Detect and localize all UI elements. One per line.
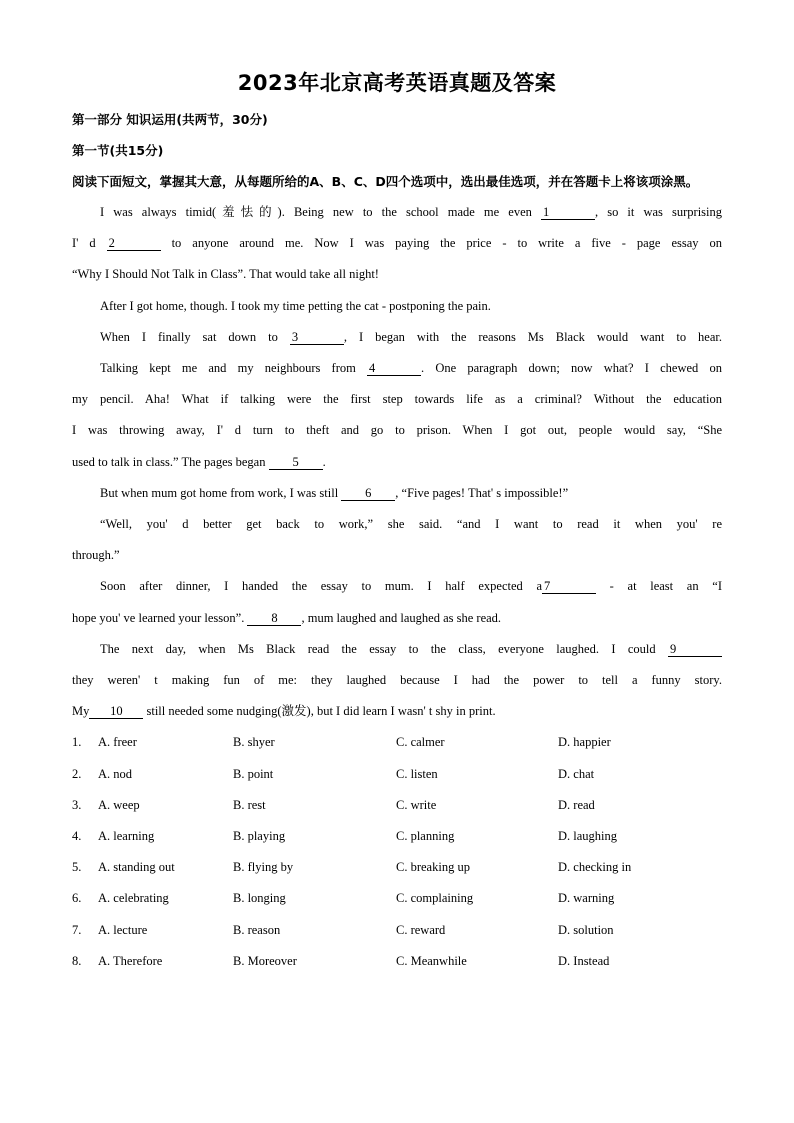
passage-text: But when mum got home from work, I was still	[100, 485, 342, 500]
answer-blank: 5	[269, 456, 323, 470]
passage-line	[72, 478, 722, 509]
passage-line	[72, 322, 722, 353]
answer-option: A. standing out	[98, 860, 175, 875]
passage-line	[72, 197, 722, 228]
passage-text: My	[72, 704, 90, 719]
answer-blank: 10	[89, 705, 143, 719]
passage-text: to anyone around me. Now I was paying the price - to write a five - page essay on	[160, 236, 722, 251]
question-row	[72, 821, 722, 852]
passage-text: hope you' ve learned your lesson”.	[72, 610, 248, 625]
passage-text: Talking kept me and my neighbours from	[100, 361, 368, 376]
answer-option: A. celebrating	[98, 891, 169, 906]
passage-line	[72, 291, 722, 322]
answer-option: A. nod	[98, 766, 133, 781]
passage-line	[72, 228, 722, 259]
question-number: 2.	[72, 766, 82, 781]
question-row	[72, 759, 722, 790]
question-row	[72, 883, 722, 914]
answer-option: C. listen	[396, 766, 438, 781]
answer-option: A. learning	[98, 829, 155, 844]
question-row	[72, 946, 722, 977]
passage-text: “Why I Should Not Talk in Class”. That would take all night!	[72, 267, 379, 282]
answer-option: D. read	[558, 797, 595, 812]
passage-text: still needed some nudging(激发), but I did learn I wasn' t shy in print.	[143, 704, 496, 719]
answer-option: D. laughing	[558, 829, 618, 844]
answer-option: C. calmer	[396, 735, 445, 750]
question-row	[72, 727, 722, 758]
passage-line	[72, 571, 722, 602]
question-number: 5.	[72, 860, 82, 875]
passage-text: used to talk in class.” The pages began	[72, 454, 269, 469]
answer-option: A. freer	[98, 735, 137, 750]
cloze-passage	[72, 197, 722, 727]
answer-option: C. write	[396, 797, 437, 812]
answer-option: D. Instead	[558, 953, 610, 968]
question-number: 6.	[72, 891, 82, 906]
passage-line	[72, 603, 722, 634]
passage-text: The next day, when Ms Black read the essay to the class, everyone laughed. I could	[100, 641, 668, 656]
answer-option: A. Therefore	[98, 953, 163, 968]
passage-text: my pencil. Aha! What if talking were the first step towards life as a criminal? Without the education	[72, 392, 722, 407]
passage-text: , so it was surprising	[594, 205, 723, 219]
answer-blank: 1	[541, 206, 595, 220]
passage-text: , “Five pages! That' s impossible!”	[395, 485, 569, 500]
answer-option: B. rest	[233, 797, 266, 812]
answer-blank: 6	[341, 487, 395, 501]
answer-blank: 4	[367, 362, 421, 376]
answer-option: D. chat	[558, 766, 595, 781]
passage-text: they weren' t making fun of me: they laughed because I had the power to tell a funny story.	[72, 673, 722, 688]
answer-blank: 7	[542, 580, 596, 594]
answer-blank: 3	[290, 331, 344, 345]
question-row	[72, 790, 722, 821]
answer-blank: 8	[247, 612, 301, 626]
passage-line	[72, 665, 722, 696]
answer-option: B. Moreover	[233, 953, 297, 968]
answer-option: D. solution	[558, 922, 614, 937]
passage-text: Soon after dinner, I handed the essay to mum. I half expected a	[100, 579, 542, 594]
answer-option: A. weep	[98, 797, 140, 812]
passage-text: After I got home, though. I took my time petting the cat - postponing the pain.	[100, 298, 491, 313]
question-options	[72, 727, 722, 977]
part-heading: 第一部分 知识运用(共两节，30分)	[72, 112, 268, 127]
passage-line	[72, 540, 722, 571]
passage-text: . One paragraph down; now what? I chewed on	[421, 361, 722, 376]
question-number: 8.	[72, 953, 82, 968]
passage-line	[72, 384, 722, 415]
passage-text: When I finally sat down to	[100, 329, 290, 344]
answer-blank: 9	[668, 643, 722, 657]
passage-text: I was always timid(羞怯的). Being new to the school made me even	[100, 205, 541, 219]
answer-blank: 2	[107, 237, 161, 251]
passage-text: “Well, you' d better get back to work,” she said. “and I want to read it when you' re	[100, 517, 722, 532]
passage-line	[72, 415, 722, 446]
question-number: 7.	[72, 922, 82, 937]
answer-option: C. Meanwhile	[396, 953, 467, 968]
section-heading: 第一节(共15分)	[72, 143, 164, 158]
passage-text: I' d	[72, 236, 107, 251]
answer-option: A. lecture	[98, 922, 148, 937]
passage-line	[72, 259, 722, 290]
passage-line	[72, 696, 722, 727]
passage-text: through.”	[72, 548, 120, 563]
answer-option: C. complaining	[396, 891, 474, 906]
question-row	[72, 852, 722, 883]
passage-line	[72, 634, 722, 665]
answer-option: C. planning	[396, 829, 455, 844]
question-number: 1.	[72, 735, 82, 750]
passage-text: - at least an “I	[596, 579, 722, 594]
passage-text: , I began with the reasons Ms Black would want to hear.	[343, 329, 723, 344]
passage-line	[72, 509, 722, 540]
answer-option: B. point	[233, 766, 274, 781]
instructions: 阅读下面短文，掌握其大意，从每题所给的A、B、C、D四个选项中，选出最佳选项，并在答题卡上将该项涂黑。	[72, 174, 699, 189]
question-number: 4.	[72, 829, 82, 844]
passage-line	[72, 447, 722, 478]
passage-text: I was throwing away, I' d turn to theft and go to prison. When I got out, people would say, “She	[72, 423, 722, 438]
answer-option: C. reward	[396, 922, 446, 937]
answer-option: D. warning	[558, 891, 615, 906]
answer-option: B. longing	[233, 891, 286, 906]
answer-option: B. flying by	[233, 860, 294, 875]
answer-option: C. breaking up	[396, 860, 470, 875]
passage-line	[72, 353, 722, 384]
answer-option: B. shyer	[233, 735, 275, 750]
document-title: 2023年北京高考英语真题及答案	[237, 71, 557, 95]
answer-option: B. reason	[233, 922, 281, 937]
answer-option: D. checking in	[558, 860, 632, 875]
passage-text: , mum laughed and laughed as she read.	[301, 610, 502, 625]
passage-text: .	[322, 454, 326, 469]
answer-option: D. happier	[558, 735, 611, 750]
answer-option: B. playing	[233, 829, 286, 844]
question-row	[72, 915, 722, 946]
question-number: 3.	[72, 797, 82, 812]
